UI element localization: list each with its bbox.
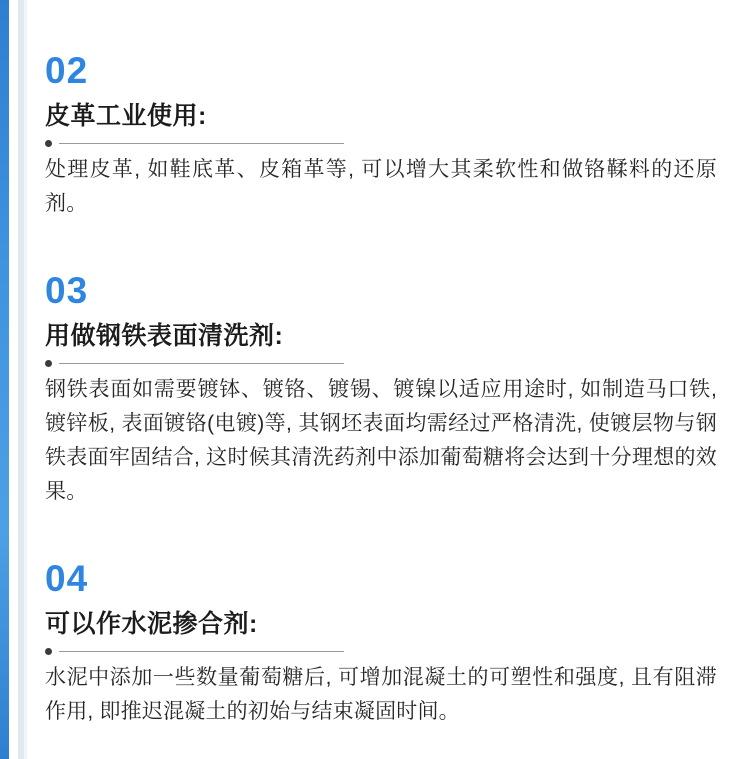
section-body: 钢铁表面如需要镀钵、镀铬、镀锡、镀镍以适应用途时, 如制造马口铁, 镀锌板, 表面镀铬(电镀)等, 其钢坯表面均需经过严格清洗, 使镀层物与钢铁表面牢固结合, 这时候其清洗药剂中添加葡萄糖将会达到十分理想的效果。 <box>45 377 717 503</box>
left-rail-gap <box>9 0 18 759</box>
section-title: 皮革工业使用: <box>45 102 207 130</box>
section-02 <box>45 52 717 221</box>
bullet-dot-icon <box>45 140 52 147</box>
section-number: 04 <box>45 558 89 599</box>
bullet-dot-icon <box>45 360 52 367</box>
section-divider <box>45 360 717 367</box>
section-divider <box>45 648 717 655</box>
section-body: 水泥中添加一些数量葡萄糖后, 可增加混凝土的可塑性和强度, 且有阻滞作用, 即推迟混凝土的初始与结束凝固时间。 <box>45 665 717 723</box>
left-blue-rail <box>0 0 9 759</box>
section-heading-row <box>45 323 717 351</box>
divider-line <box>59 651 344 652</box>
document-content <box>27 0 750 759</box>
section-number: 02 <box>45 50 89 91</box>
section-body: 处理皮革, 如鞋底革、皮箱革等, 可以增大其柔软性和做铬鞣料的还原剂。 <box>45 157 717 215</box>
section-title: 用做钢铁表面清洗剂: <box>45 322 284 350</box>
section-03 <box>45 272 717 509</box>
divider-line <box>59 143 344 144</box>
section-divider <box>45 140 717 147</box>
bullet-dot-icon <box>45 648 52 655</box>
section-title: 可以作水泥掺合剂: <box>45 610 258 638</box>
divider-line <box>59 363 344 364</box>
section-heading-row <box>45 103 717 131</box>
section-04 <box>45 560 717 729</box>
section-number: 03 <box>45 270 89 311</box>
section-heading-row <box>45 611 717 639</box>
